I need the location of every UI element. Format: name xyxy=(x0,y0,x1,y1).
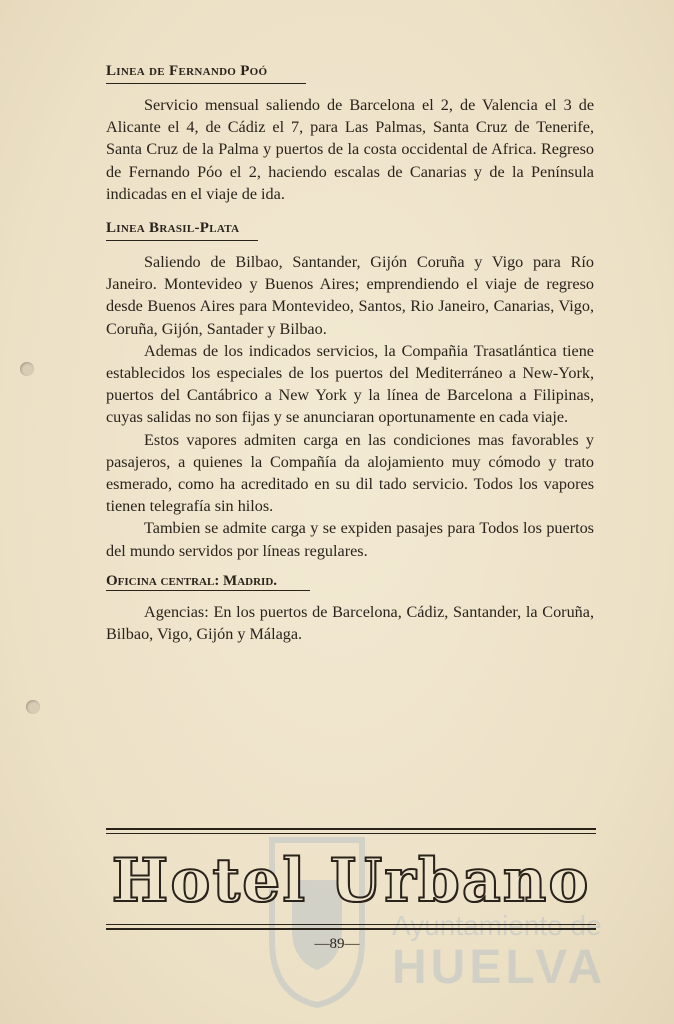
advert-bottom-rule-thin xyxy=(106,924,596,925)
title-underline xyxy=(106,590,310,591)
agencies-paragraph: Agencias: En los puertos de Barcelona, Cádiz, Santander, la Coruña, Bilbao, Vigo, Gijón y Málaga. xyxy=(106,602,594,644)
section-title-brasil-plata: Linea Brasil-Plata xyxy=(106,220,240,237)
advert-top-rule-thin xyxy=(106,833,596,834)
advert-top-rule xyxy=(106,828,596,830)
page-number: —89— xyxy=(314,936,360,952)
main-text xyxy=(106,62,594,645)
advert-bottom-rule xyxy=(106,928,596,930)
paragraph: Estos vapores admiten carga en las condiciones mas favorables y pasajeros, a quienes la Compañía da alojamiento muy cómodo y trato esmerado, como ha acreditado en su dil tado servicio. Todos los vapores tienen telegrafía sin hilos. xyxy=(106,430,594,516)
section-title-fernando-poo: Linea de Fernando Poó xyxy=(106,63,268,79)
paragraph: Servicio mensual saliendo de Barcelona el 2, de Valencia el 3 de Alicante el 4, de Cádiz el 7, para Las Palmas, Santa Cruz de Tenerife, Santa Cruz de la Palma y puertos de la costa occidental de Africa. Regreso de Fernando Póo el 2, haciendo escalas de Canarias y de la Península indicadas en el viaje de ida. xyxy=(106,96,594,203)
paragraph: Tambien se admite carga y se expiden pasajes para Todos los puertos del mundo servidos por líneas regulares. xyxy=(106,519,594,560)
binding-hole xyxy=(26,700,40,714)
title-underline xyxy=(106,83,306,84)
binding-hole xyxy=(20,362,34,376)
watermark-line2: HUELVA xyxy=(392,941,607,994)
central-office: Oficina central: Madrid. xyxy=(106,572,278,589)
watermark-line1: Ayuntamiento de xyxy=(392,910,602,941)
title-underline xyxy=(106,240,258,241)
paragraph: Ademas de los indicados servicios, la Compañia Trasatlántica tiene establecidos los especiales de los puertos del Mediterráneo a New-York, puertos del Cantábrico a New York y la línea de Barcelona a Filipinas, cuyas salidas no son fijas y se anunciaran oportunamente en cada viaje. xyxy=(106,341,594,427)
hotel-advert-title: Hotel Urbano xyxy=(111,846,591,916)
paragraph: Saliendo de Bilbao, Santander, Gijón Coruña y Vigo para Río Janeiro. Montevideo y Buenos Aires; emprendiendo el viaje de regreso desde Buenos Aires para Montevideo, Santos, Rio Janeiro, Canarias, Vigo, Coruña, Gijón, Santader y Bilbao. xyxy=(106,253,594,338)
